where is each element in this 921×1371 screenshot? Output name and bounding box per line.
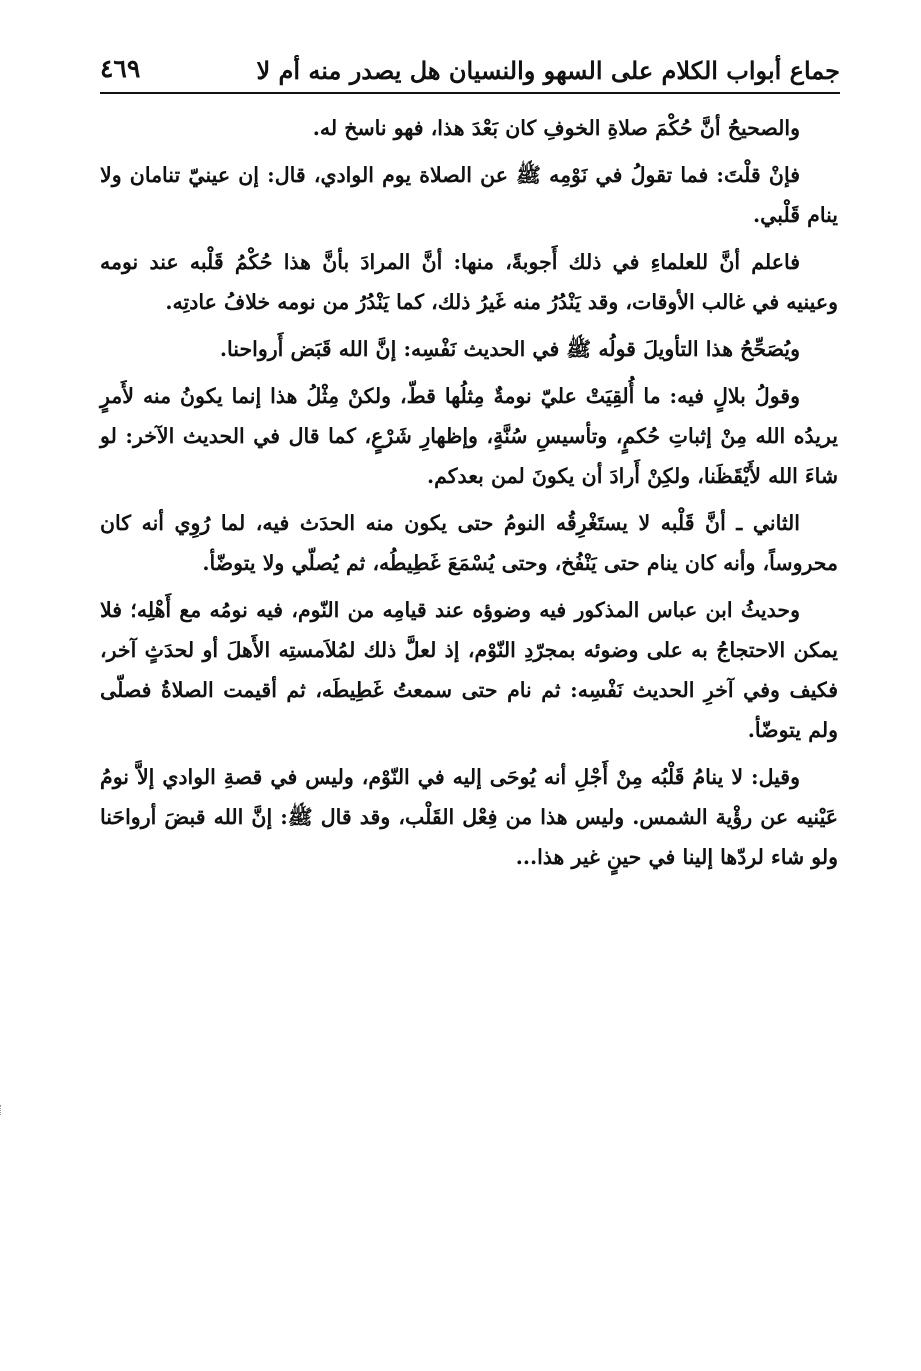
page-body bbox=[100, 108, 838, 884]
paragraph-3: فاعلم أنَّ للعلماءِ في ذلك أَجوبةً، منها: أنَّ المرادَ بأنَّ هذا حُكْمُ قَلْبه عند نومه وعينيه في غالب الأوقات، وقد يَنْدُرُ منه غَيرُ ذلك، كما يَنْدُرُ من نومه خلافُ عادتِه. bbox=[100, 250, 838, 314]
header-title: جماع أبواب الكلام على السهو والنسيان هل يصدر منه أم لا bbox=[256, 56, 840, 85]
paragraph-8: وقيل: لا ينامُ قَلْبُه مِنْ أَجْلِ أنه يُوحَى إليه في النّوْم، وليس في قصةِ الوادي إلاَّ نومُ عَيْنيه عن رؤْية الشمس. وليس هذا من فِعْل القَلْب، وقد قال ﷺ: إنَّ الله قبضَ أرواحَنا ولو شاء لردّها إلينا في حينٍ غير هذا... bbox=[100, 765, 838, 869]
paragraph-6: الثاني ـ أنَّ قَلْبه لا يستَغْرِقُه النومُ حتى يكون منه الحدَث فيه، لما رُوِي أنه كان محروساً، وأنه كان ينام حتى يَنْفُخ، وحتى يُسْمَعَ غَطِيطُه، ثم يُصلّي ولا يتوضّأ. bbox=[100, 511, 838, 575]
paragraph-2: فإنْ قلْتَ: فما تقولُ في نَوْمِه ﷺ عن الصلاة يوم الوادي، قال: إن عينيّ تنامان ولا ينام قَلْبي. bbox=[100, 163, 838, 227]
paragraph-7: وحديثُ ابن عباس المذكور فيه وضوؤه عند قيامِه من النّوم، فيه نومُه مع أَهْلِه؛ فلا يمكن الاحتجاجُ به على وضوئه بمجرّدِ النّوْم، إذ لعلَّ ذلك لمُلاَمستِه الأَهلَ أو لحدَثٍ آخر، فكيف وفي آخرِ الحديث نَفْسِه: ثم نام حتى سمعتُ غَطِيطَه، ثم أقيمت الصلاةُ فصلّى ولم يتوضّأ. bbox=[100, 598, 838, 742]
running-header bbox=[100, 52, 840, 92]
header-rule bbox=[100, 92, 840, 94]
page-number: ٤٦٩ bbox=[100, 54, 141, 83]
paragraph-1: والصحيحُ أنَّ حُكْمَ صلاةِ الخوفِ كان بَعْدَ هذا، فهو ناسخ له. bbox=[312, 116, 800, 140]
paragraph-5: وقولُ بلالٍ فيه: ما أُلقِيَتْ عليّ نومةٌ مِثلُها قطّ، ولكنْ مِثْلُ هذا إنما يكونُ منه لأَمرٍ يريدُه الله مِنْ إثباتِ حُكمٍ، وتأسيسِ سُنَّةٍ، وإظهارِ شَرْعٍ، كما قال في الحديث الآخر: لو شاءَ الله لأَيْقَظَنا، ولكِنْ أَرادَ أن يكونَ لمن بعدكم. bbox=[100, 384, 838, 488]
paragraph-4: ويُصَحِّحُ هذا التأويلَ قولُه ﷺ في الحديث نَفْسِه: إنَّ الله قَبَض أَرواحنا. bbox=[219, 337, 800, 361]
scan-edge-mark bbox=[0, 1105, 4, 1115]
